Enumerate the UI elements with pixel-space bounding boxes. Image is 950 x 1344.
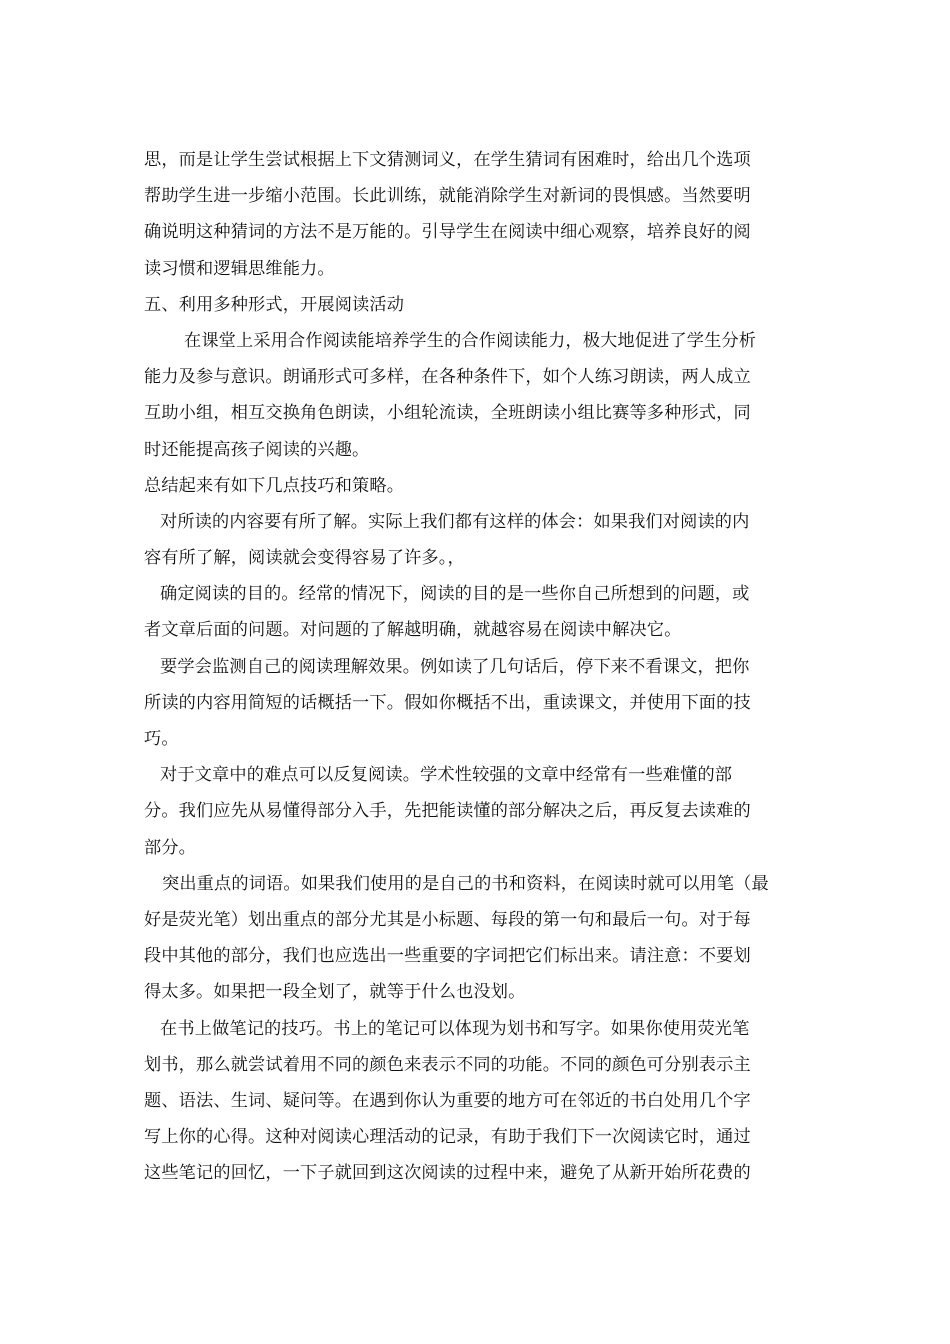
tip-monitor-comprehension — [144, 649, 812, 758]
tip-reading-purpose — [144, 576, 812, 648]
text-line: 对于文章中的难点可以反复阅读。学术性较强的文章中经常有一些难懂的部 — [160, 765, 733, 786]
text-line: 思，而是让学生尝试根据上下文猜测词义，在学生猜词有困难时，给出几个选项 — [144, 150, 751, 170]
tip-difficult-parts — [144, 757, 812, 866]
text-line: 读习惯和逻辑思维能力。 — [144, 258, 335, 279]
paragraph-cooperative-reading — [144, 323, 812, 468]
text-line: 互助小组，相互交换角色朗读，小组轮流读，全班朗读小组比赛等多种形式，同 — [144, 403, 751, 424]
text-line: 确说明这种猜词的方法不是万能的。引导学生在阅读中细心观察，培养良好的阅 — [144, 222, 751, 243]
text-line: 在书上做笔记的技巧。书上的笔记可以体现为划书和写字。如果你使用荧光笔 — [160, 1018, 750, 1039]
text-line: 容有所了解，阅读就会变得容易了许多。， — [144, 548, 465, 569]
tip-highlight-keywords — [144, 866, 812, 1011]
text-line: 突出重点的词语。如果我们使用的是自己的书和资料，在阅读时就可以用笔（最 — [162, 873, 769, 894]
text-line: 确定阅读的目的。经常的情况下，阅读的目的是一些你自己所想到的问题，或 — [160, 584, 750, 605]
document-body — [144, 142, 812, 1191]
text-line: 划书，那么就尝试着用不同的颜色来表示不同的功能。不同的颜色可分别表示主 — [144, 1054, 751, 1075]
text-line: 要学会监测自己的阅读理解效果。例如读了几句话后，停下来不看课文，把你 — [160, 656, 750, 677]
text-line: 段中其他的部分，我们也应选出一些重要的字词把它们标出来。请注意：不要划 — [144, 946, 751, 967]
text-line: 时还能提高孩子阅读的兴趣。 — [144, 439, 370, 460]
text-line: 总结起来有如下几点技巧和策略。 — [144, 475, 405, 496]
paragraph-guess-words — [144, 142, 812, 287]
text-line: 分。我们应先从易懂得部分入手，先把能读懂的部分解决之后，再反复去读难的 — [144, 801, 751, 822]
summary-statement — [144, 468, 812, 504]
text-line: 能力及参与意识。朗诵形式可多样，在各种条件下，如个人练习朗读，两人成立 — [144, 367, 751, 388]
text-line: 者文章后面的问题。对问题的了解越明确，就越容易在阅读中解决它。 — [144, 620, 682, 641]
text-line: 巧。 — [144, 729, 179, 749]
text-line: 所读的内容用简短的话概括一下。假如你概括不出，重读课文，并使用下面的技 — [144, 692, 751, 713]
text-line: 帮助学生进一步缩小范围。长此训练，就能消除学生对新词的畏惧感。当然要明 — [144, 186, 751, 207]
text-line: 题、语法、生词、疑问等。在遇到你认为重要的地方可在邻近的书白处用几个字 — [144, 1090, 751, 1111]
text-line: 这些笔记的回忆，一下子就回到这次阅读的过程中来，避免了从新开始所花费的 — [144, 1163, 751, 1184]
text-line: 得太多。如果把一段全划了，就等于什么也没划。 — [144, 982, 526, 1003]
heading-line: 五、利用多种形式，开展阅读活动 — [144, 294, 405, 315]
tip-note-taking — [144, 1011, 812, 1192]
text-line: 写上你的心得。这种对阅读心理活动的记录，有助于我们下一次阅读它时，通过 — [144, 1127, 751, 1148]
text-line: 部分。 — [144, 837, 197, 858]
text-line: 对所读的内容要有所了解。实际上我们都有这样的体会：如果我们对阅读的内 — [160, 511, 750, 532]
text-line: 在课堂上采用合作阅读能培养学生的合作阅读能力，极大地促进了学生分析 — [184, 330, 757, 351]
section-heading-five — [144, 287, 812, 323]
text-line: 好是荧光笔）划出重点的部分尤其是小标题、每段的第一句和最后一句。对于每 — [144, 909, 751, 930]
tip-understand-content — [144, 504, 812, 576]
